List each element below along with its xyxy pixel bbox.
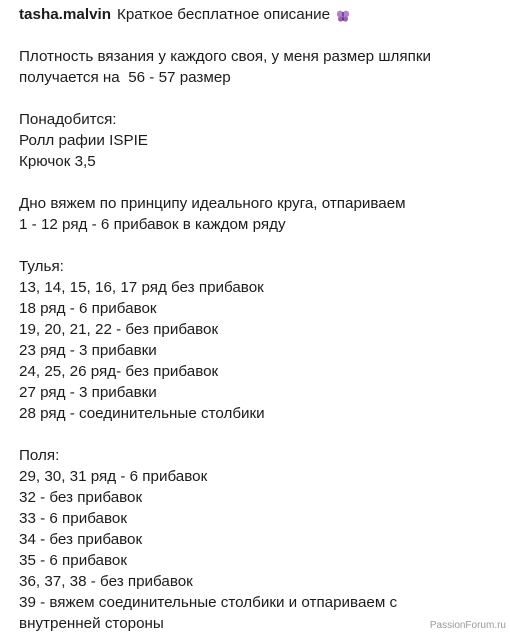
- bottom-instruction: Дно вяжем по принципу идеального круга, отпариваем: [19, 195, 406, 212]
- crown-row: 24, 25, 26 ряд- без прибавок: [19, 363, 219, 380]
- butterfly-icon: [336, 8, 350, 22]
- crown-row: 23 ряд - 3 прибавки: [19, 342, 157, 359]
- watermark: PassionForum.ru: [429, 620, 506, 631]
- crown-heading: Тулья:: [19, 258, 64, 275]
- bottom-instruction: 1 - 12 ряд - 6 прибавок в каждом ряду: [19, 216, 286, 233]
- brim-row: 33 - 6 прибавок: [19, 510, 127, 527]
- crown-row: 28 ряд - соединительные столбики: [19, 405, 265, 422]
- brim-row: 34 - без прибавок: [19, 531, 143, 548]
- intro-line: Плотность вязания у каждого своя, у меня размер шляпки: [19, 48, 431, 65]
- brim-row: 32 - без прибавок: [19, 489, 143, 506]
- brim-row: внутренней стороны: [19, 615, 164, 632]
- brim-row: 36, 37, 38 - без прибавок: [19, 573, 193, 590]
- intro-line: получается на 56 - 57 размер: [19, 69, 231, 86]
- brim-row: 29, 30, 31 ряд - 6 прибавок: [19, 468, 208, 485]
- crown-row: 13, 14, 15, 16, 17 ряд без прибавок: [19, 279, 264, 296]
- crown-row: 19, 20, 21, 22 - без прибавок: [19, 321, 219, 338]
- crown-row: 18 ряд - 6 прибавок: [19, 300, 157, 317]
- author-username[interactable]: tasha.malvin: [19, 6, 112, 23]
- post-header: [19, 4, 499, 25]
- materials-heading: Понадобится:: [19, 111, 117, 128]
- brim-row: 39 - вяжем соединительные столбики и отпариваем с: [19, 594, 398, 611]
- materials-item: Крючок 3,5: [19, 153, 96, 170]
- crown-row: 27 ряд - 3 прибавки: [19, 384, 157, 401]
- materials-item: Ролл рафии ISPIE: [19, 132, 148, 149]
- post-text: [19, 4, 499, 634]
- post-title: Краткое бесплатное описание: [117, 6, 331, 23]
- brim-heading: Поля:: [19, 447, 60, 464]
- brim-row: 35 - 6 прибавок: [19, 552, 127, 569]
